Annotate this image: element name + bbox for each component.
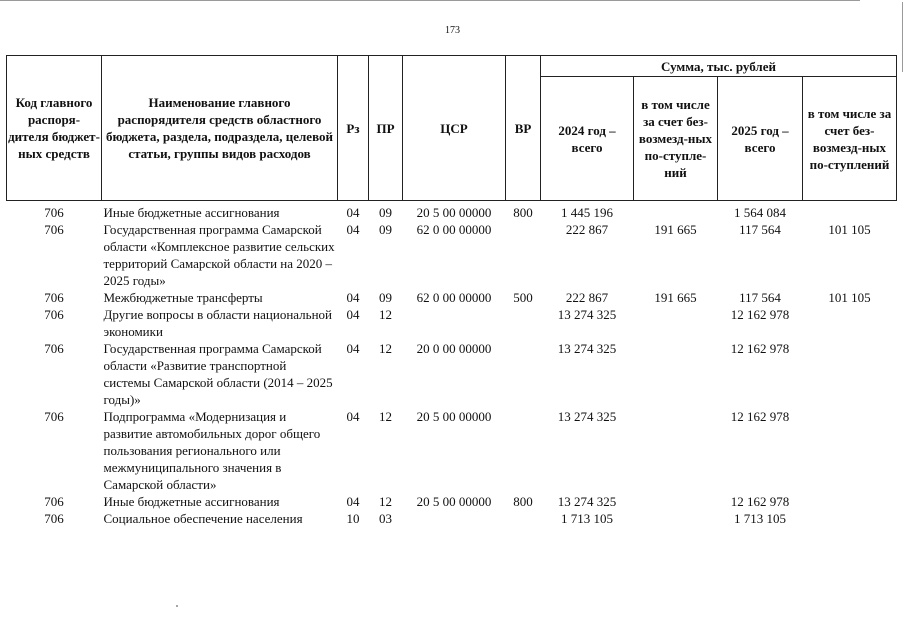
- table-body: [7, 201, 897, 528]
- cell-2024-free: [634, 340, 718, 408]
- cell-2024-total: 1 445 196: [561, 205, 613, 220]
- table-row: [7, 340, 897, 408]
- cell-vr: 500: [513, 290, 533, 305]
- table-row: [7, 510, 897, 527]
- header-2024-total: 2024 год – всего: [541, 77, 634, 201]
- cell-rz: 10: [346, 511, 360, 526]
- cell-2024-free: [634, 493, 718, 510]
- cell-pr: 09: [379, 290, 392, 305]
- cell-csr: 20 5 00 00000: [416, 205, 492, 220]
- cell-2025-total: 1 564 084: [734, 205, 786, 220]
- scan-edge-right: [902, 2, 903, 72]
- cell-vr: [506, 510, 541, 527]
- cell-2025-free: [803, 340, 897, 408]
- cell-vr: [506, 340, 541, 408]
- cell-2025-free: [803, 408, 897, 493]
- header-csr: ЦСР: [403, 56, 506, 201]
- cell-code: 706: [44, 409, 64, 424]
- cell-pr: 09: [379, 222, 392, 237]
- cell-code: 706: [44, 222, 64, 237]
- header-2024-free: в том числе за счет без-возмезд-ных по-ступле-ний: [634, 77, 718, 201]
- cell-2024-free: [634, 408, 718, 493]
- cell-2024-total: 222 867: [565, 290, 609, 305]
- cell-name: Другие вопросы в области национальной экономики: [103, 307, 332, 339]
- cell-vr: [506, 221, 541, 289]
- cell-2024-free: 191 665: [654, 222, 697, 237]
- cell-2024-total: 13 274 325: [557, 341, 617, 356]
- cell-2025-free: [803, 493, 897, 510]
- header-code: Код главного распоря-дителя бюджет-ных средств: [7, 56, 102, 201]
- header-2025-free: в том числе за счет без-возмезд-ных по-ступлений: [803, 77, 897, 201]
- table-row: [7, 289, 897, 306]
- cell-pr: 12: [379, 341, 392, 356]
- cell-2025-total: 117 564: [739, 290, 781, 305]
- cell-2024-free: [634, 201, 718, 222]
- cell-name: Межбюджетные трансферты: [103, 290, 263, 305]
- cell-2024-free: [634, 510, 718, 527]
- cell-2024-free: [634, 306, 718, 340]
- cell-csr: [403, 306, 506, 340]
- cell-code: 706: [44, 494, 64, 509]
- cell-2025-total: 117 564: [739, 222, 781, 237]
- cell-csr: 62 0 00 00000: [416, 290, 492, 305]
- cell-name: Социальное обеспечение населения: [103, 511, 303, 526]
- cell-rz: 04: [346, 307, 360, 322]
- cell-2024-total: 1 713 105: [561, 511, 613, 526]
- table-row: [7, 493, 897, 510]
- cell-name: Подпрограмма «Модернизация и развитие автомобильных дорог общего пользования регионального или межмуниципального значения в Самарской области»: [103, 409, 321, 492]
- cell-2025-total: 12 162 978: [730, 409, 790, 424]
- cell-code: 706: [44, 511, 64, 526]
- cell-vr: [506, 408, 541, 493]
- cell-code: 706: [44, 205, 64, 220]
- cell-2025-total: 1 713 105: [734, 511, 786, 526]
- cell-code: 706: [44, 290, 64, 305]
- cell-rz: 04: [346, 205, 360, 220]
- table-row: [7, 408, 897, 493]
- cell-2024-total: 13 274 325: [557, 494, 617, 509]
- cell-name: Государственная программа Самарской области «Комплексное развитие сельских территорий Самарской области на 2020 – 2025 годы»: [103, 222, 335, 288]
- cell-2025-total: 12 162 978: [730, 341, 790, 356]
- cell-2025-free: [803, 201, 897, 222]
- budget-table: [6, 55, 897, 527]
- cell-rz: 04: [346, 341, 360, 356]
- cell-2025-total: 12 162 978: [730, 494, 790, 509]
- cell-pr: 12: [379, 494, 392, 509]
- header-2025-total: 2025 год – всего: [718, 77, 803, 201]
- table-header: [7, 56, 897, 201]
- cell-csr: 62 0 00 00000: [416, 222, 492, 237]
- cell-csr: 20 0 00 00000: [416, 341, 492, 356]
- cell-rz: 04: [346, 494, 360, 509]
- header-pr: ПР: [369, 56, 403, 201]
- cell-rz: 04: [346, 290, 360, 305]
- cell-2025-free: [803, 510, 897, 527]
- scan-edge-top: [0, 0, 860, 4]
- cell-2025-free: [803, 306, 897, 340]
- cell-2024-total: 13 274 325: [557, 307, 617, 322]
- cell-vr: 800: [513, 205, 533, 220]
- cell-name: Иные бюджетные ассигнования: [103, 205, 280, 220]
- header-sum-group: Сумма, тыс. рублей: [541, 56, 897, 77]
- cell-2024-total: 13 274 325: [557, 409, 617, 424]
- scan-speck: [176, 605, 178, 607]
- cell-name: Иные бюджетные ассигнования: [103, 494, 280, 509]
- page-number: 173: [445, 25, 460, 36]
- cell-2025-free: 101 105: [828, 290, 871, 305]
- cell-vr: [506, 306, 541, 340]
- cell-code: 706: [44, 307, 64, 322]
- header-vr: ВР: [506, 56, 541, 201]
- cell-pr: 12: [379, 307, 392, 322]
- cell-2024-total: 222 867: [565, 222, 609, 237]
- header-rz: Рз: [338, 56, 369, 201]
- cell-code: 706: [44, 341, 64, 356]
- cell-rz: 04: [346, 409, 360, 424]
- table-row: [7, 306, 897, 340]
- cell-csr: 20 5 00 00000: [416, 409, 492, 424]
- cell-name: Государственная программа Самарской области «Развитие транспортной системы Самарской области (2014 – 2025 годы)»: [103, 341, 333, 407]
- header-name: Наименование главного распорядителя средств областного бюджета, раздела, подраздела, целевой статьи, группы видов расходов: [102, 56, 338, 201]
- table-row: [7, 221, 897, 289]
- cell-2025-total: 12 162 978: [730, 307, 790, 322]
- cell-csr: 20 5 00 00000: [416, 494, 492, 509]
- cell-2024-free: 191 665: [654, 290, 697, 305]
- cell-pr: 09: [379, 205, 392, 220]
- cell-vr: 800: [513, 494, 533, 509]
- table-row: [7, 201, 897, 222]
- cell-2025-free: 101 105: [828, 222, 871, 237]
- cell-rz: 04: [346, 222, 360, 237]
- cell-pr: 03: [379, 511, 392, 526]
- cell-pr: 12: [379, 409, 392, 424]
- cell-csr: [403, 510, 506, 527]
